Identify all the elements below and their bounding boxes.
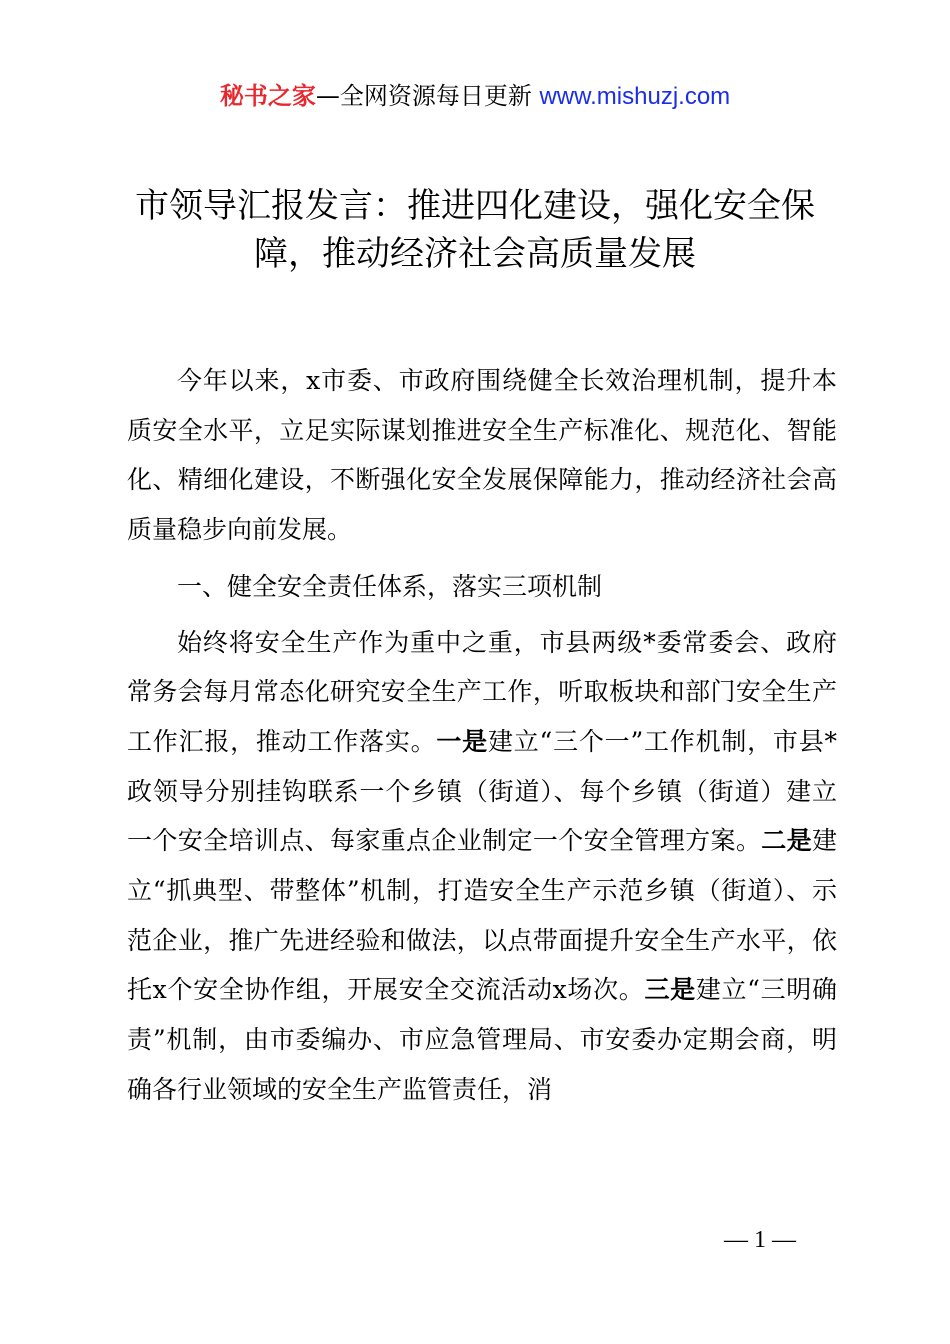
page-number: — 1 — <box>724 1227 796 1253</box>
intro-paragraph: 今年以来，x市委、市政府围绕健全长效治理机制，提升本质安全水平，立足实际谋划推进安全生产标准化、规范化、智能化、精细化建设，不断强化安全发展保障能力，推动经济社会高质量稳步向前发展。 <box>127 366 837 545</box>
banner-separator: — <box>315 82 340 110</box>
paragraph-text: 始终将安全生产作为重中之重，市县两级*委常委会、政府常务会每月常态化研究安全生产工作，听取板块和部门安全生产工作汇报，推动工作落实。 <box>127 627 837 756</box>
banner-tagline: 全网资源每日更新 <box>339 82 540 110</box>
site-banner <box>0 78 950 115</box>
paragraph-text: 建立“三个一”工作机制，市县*政领导分别挂钩联系一个乡镇（街道）、每个乡镇（街道）建立一个安全培训点、每家重点企业制定一个安全管理方案。 <box>127 726 837 856</box>
bold-marker: 一是 <box>436 726 488 756</box>
section-paragraph <box>127 618 837 1115</box>
site-url-link[interactable]: www.mishuzj.com <box>539 83 731 110</box>
title-line-1: 市领导汇报发言：推进四化建设，强化安全保 <box>135 186 815 226</box>
paragraph-text: 建立“三明确责”机制，由市委编办、市应急管理局、市安委办定期会商，明确各行业领域的安全生产监管责任，消 <box>127 975 837 1104</box>
bold-marker: 二是 <box>761 826 812 856</box>
site-brand: 秘书之家 <box>219 82 316 110</box>
bold-marker: 三是 <box>644 975 696 1005</box>
paragraph-text: 建立“抓典型、带整体”机制，打造安全生产示范乡镇（街道）、示范企业，推广先进经验和做法，以点带面提升安全生产水平，依托x个安全协作组，开展安全交流活动x场次。 <box>127 826 837 1005</box>
title-line-2: 障，推动经济社会高质量发展 <box>254 234 696 274</box>
section-heading: 一、健全安全责任体系，落实三项机制 <box>177 571 603 601</box>
document-title <box>100 182 850 278</box>
document-body <box>127 356 837 1115</box>
